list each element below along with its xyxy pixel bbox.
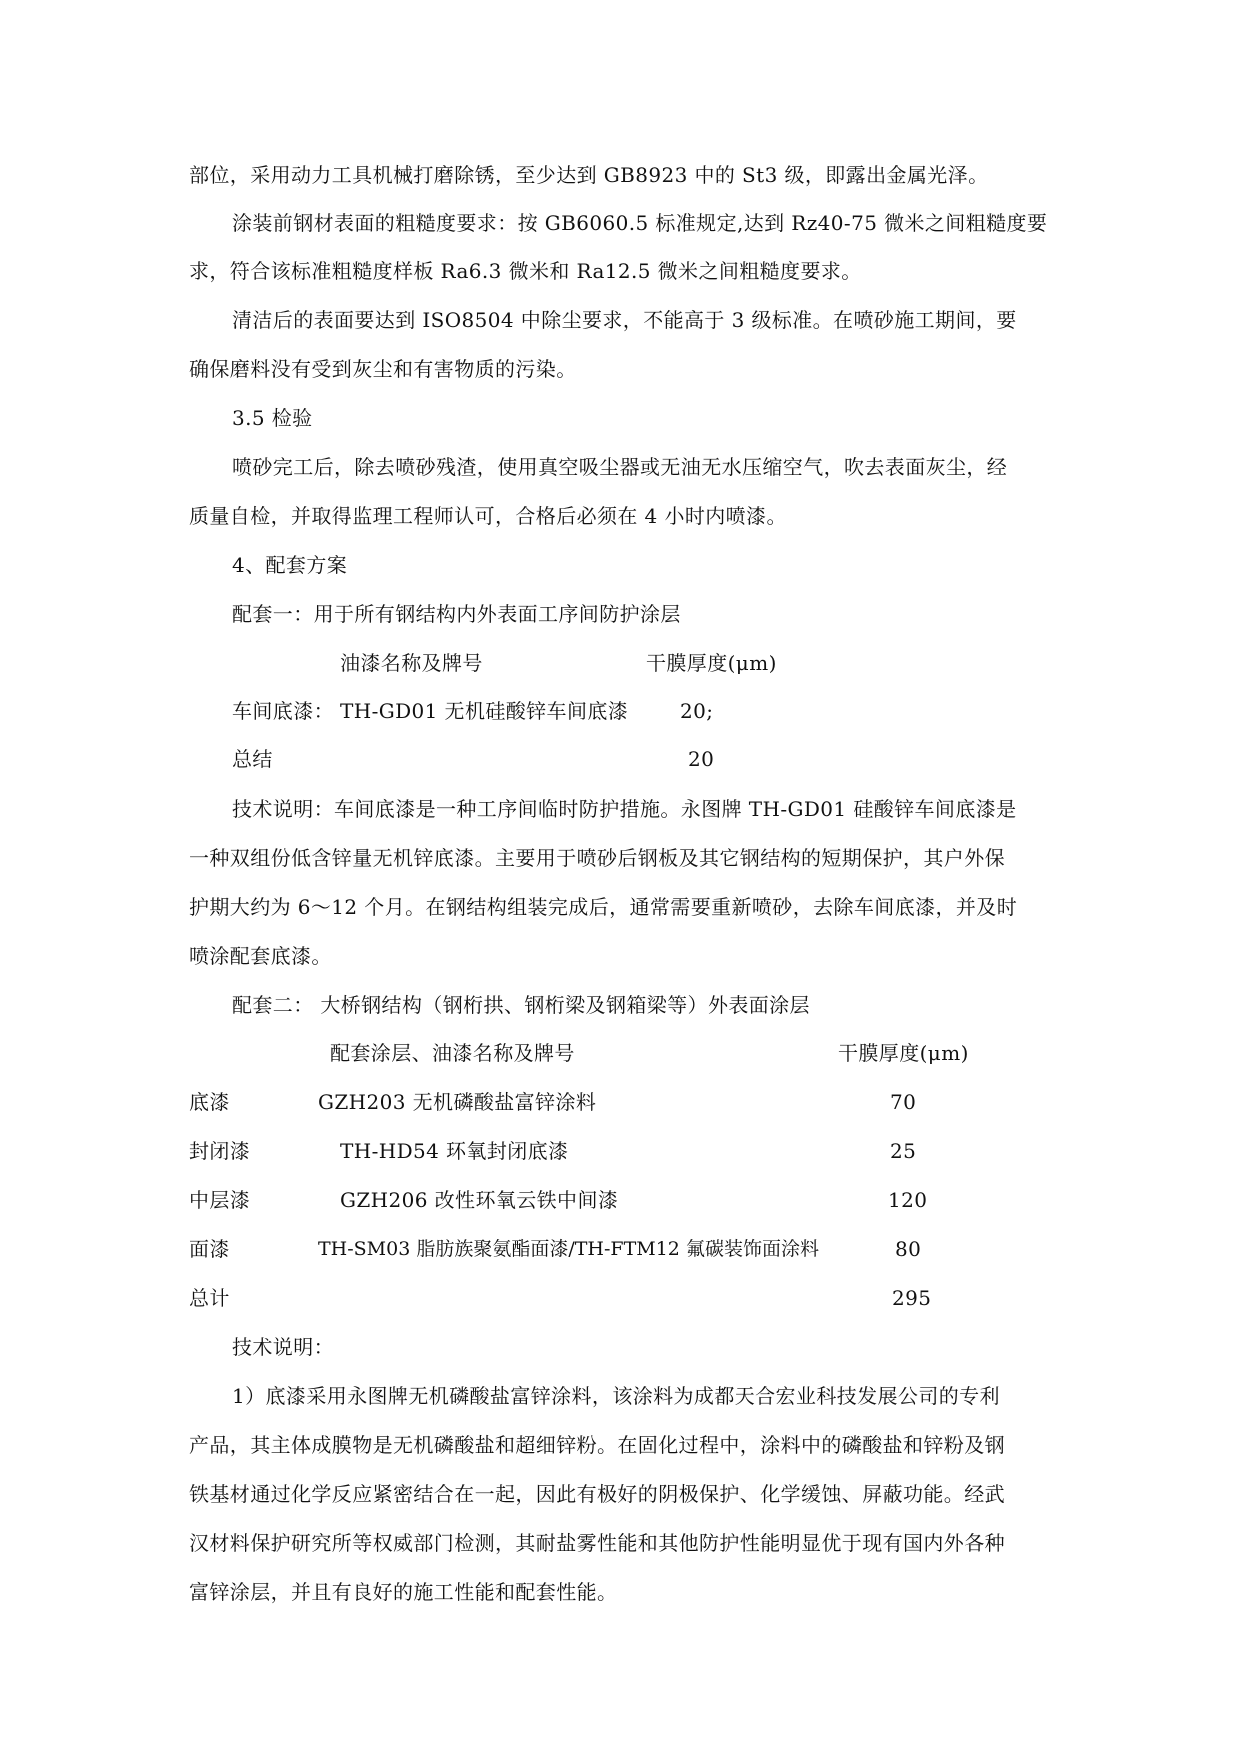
scheme-title: 配套一：用于所有钢结构内外表面工序间防护涂层 bbox=[232, 602, 681, 626]
table2-row-value: 80 bbox=[895, 1237, 922, 1261]
paragraph-line: 喷涂配套底漆。 bbox=[189, 944, 332, 968]
paragraph-line: 部位，采用动力工具机械打磨除锈，至少达到 GB8923 中的 St3 级，即露出金属光泽。 bbox=[189, 163, 989, 187]
table2-row-name: TH-HD54 环氧封闭底漆 bbox=[340, 1139, 569, 1163]
paragraph-line: 清洁后的表面要达到 ISO8504 中除尘要求，不能高于 3 级标准。在喷砂施工期间，要 bbox=[232, 308, 1017, 332]
scheme-title: 配套二： 大桥钢结构（钢桁拱、钢桁梁及钢箱梁等）外表面涂层 bbox=[232, 993, 810, 1017]
table2-row-value: 25 bbox=[890, 1139, 917, 1163]
paragraph-line: 求，符合该标准粗糙度样板 Ra6.3 微米和 Ra12.5 微米之间粗糙度要求。 bbox=[189, 259, 862, 283]
section-heading: 技术说明： bbox=[232, 1335, 334, 1359]
paragraph-line: 确保磨料没有受到灰尘和有害物质的污染。 bbox=[189, 357, 577, 381]
paragraph-line: 喷砂完工后，除去喷砂残渣，使用真空吸尘器或无油无水压缩空气，吹去表面灰尘，经 bbox=[232, 455, 1008, 479]
paragraph-line: 汉材料保护研究所等权威部门检测，其耐盐雾性能和其他防护性能明显优于现有国内外各种 bbox=[189, 1531, 1005, 1555]
table2-row-label: 中层漆 bbox=[189, 1188, 251, 1212]
table2-row-value: 70 bbox=[890, 1090, 917, 1114]
paragraph-line: 1）底漆采用永图牌无机磷酸盐富锌涂料，该涂料为成都天合宏业科技发展公司的专利 bbox=[232, 1384, 1000, 1408]
table2-row-name: GZH206 改性环氧云铁中间漆 bbox=[340, 1188, 619, 1212]
table1-header-name: 油漆名称及牌号 bbox=[340, 651, 483, 675]
table2-row-name: GZH203 无机磷酸盐富锌涂料 bbox=[318, 1090, 597, 1114]
table2-row-value: 295 bbox=[892, 1286, 932, 1310]
table2-row-value: 120 bbox=[888, 1188, 928, 1212]
paragraph-line: 质量自检，并取得监理工程师认可，合格后必须在 4 小时内喷漆。 bbox=[189, 504, 787, 528]
paragraph-line: 一种双组份低含锌量无机锌底漆。主要用于喷砂后钢板及其它钢结构的短期保护，其户外保 bbox=[189, 846, 1005, 870]
table1-row-label: 车间底漆： bbox=[232, 699, 334, 723]
table1-row-label: 总结 bbox=[232, 747, 273, 771]
section-heading: 3.5 检验 bbox=[232, 406, 313, 430]
table2-header-thickness: 干膜厚度(μm) bbox=[838, 1041, 969, 1065]
table2-row-label: 总计 bbox=[189, 1286, 230, 1310]
table1-row-name: TH-GD01 无机硅酸锌车间底漆 bbox=[340, 699, 629, 723]
table2-header-name: 配套涂层、油漆名称及牌号 bbox=[330, 1041, 575, 1065]
table2-row-label: 底漆 bbox=[189, 1090, 230, 1114]
table1-row-value: 20; bbox=[680, 699, 714, 723]
paragraph-line: 富锌涂层，并且有良好的施工性能和配套性能。 bbox=[189, 1580, 618, 1604]
table1-row-value: 20 bbox=[688, 747, 715, 771]
section-heading: 4、配套方案 bbox=[232, 553, 348, 577]
paragraph-line: 铁基材通过化学反应紧密结合在一起，因此有极好的阴极保护、化学缓蚀、屏蔽功能。经武 bbox=[189, 1482, 1005, 1506]
table2-row-label: 封闭漆 bbox=[189, 1139, 251, 1163]
table2-row-name: TH-SM03 脂肪族聚氨酯面漆/TH-FTM12 氟碳装饰面涂料 bbox=[318, 1238, 819, 1260]
paragraph-line: 护期大约为 6～12 个月。在钢结构组装完成后，通常需要重新喷砂，去除车间底漆，并及时 bbox=[189, 895, 1018, 919]
paragraph-line: 涂装前钢材表面的粗糙度要求：按 GB6060.5 标准规定,达到 Rz40-75 微米之间粗糙度要 bbox=[232, 211, 1048, 235]
paragraph-line: 产品，其主体成膜物是无机磷酸盐和超细锌粉。在固化过程中，涂料中的磷酸盐和锌粉及钢 bbox=[189, 1433, 1005, 1457]
table2-row-label: 面漆 bbox=[189, 1237, 230, 1261]
table1-header-thickness: 干膜厚度(μm) bbox=[646, 651, 777, 675]
paragraph-line: 技术说明：车间底漆是一种工序间临时防护措施。永图牌 TH-GD01 硅酸锌车间底漆是 bbox=[232, 797, 1017, 821]
